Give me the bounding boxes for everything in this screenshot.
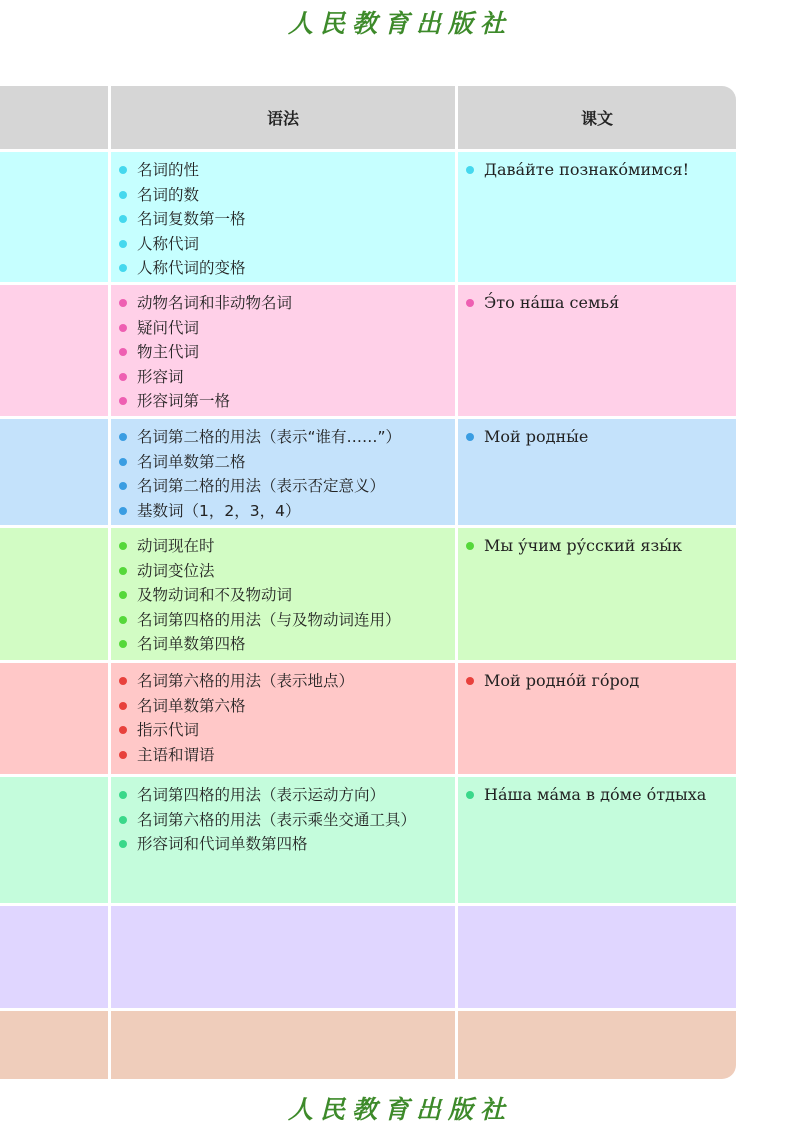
text-item xyxy=(465,291,736,316)
bullet-icon xyxy=(119,264,127,272)
grammar-item xyxy=(118,425,455,450)
grammar-item-text: 名词第六格的用法（表示乘坐交通工具） xyxy=(137,810,417,829)
grammar-item-text: 形容词第一格 xyxy=(137,392,231,410)
grammar-item xyxy=(118,608,455,633)
grammar-item-text: 名词第四格的用法（表示运动方向） xyxy=(137,786,386,804)
grammar-item xyxy=(118,450,455,475)
row-text-cell xyxy=(458,906,736,1008)
bullet-icon xyxy=(119,702,127,710)
text-item xyxy=(465,783,736,808)
bullet-icon xyxy=(119,324,127,332)
bullet-icon xyxy=(119,240,127,248)
row-lesson-cell xyxy=(0,663,108,774)
row-lesson-cell xyxy=(0,152,108,282)
bullet-icon xyxy=(466,433,474,441)
grammar-item-text: 形容词和代词单数第四格 xyxy=(137,835,308,853)
header-text-cell xyxy=(458,86,736,149)
row-text-cell xyxy=(458,285,736,416)
bullet-icon xyxy=(466,677,474,685)
bullet-icon xyxy=(119,677,127,685)
row-lesson-cell xyxy=(0,906,108,1008)
text-item xyxy=(465,669,736,694)
bullet-icon xyxy=(119,458,127,466)
grammar-item-text: 名词第四格的用法（与及物动词连用） xyxy=(137,610,401,629)
row-grammar-cell xyxy=(111,906,455,1008)
row-lesson-cell xyxy=(0,285,108,416)
row-lesson-cell xyxy=(0,777,108,903)
grammar-item-text: 疑问代词 xyxy=(137,318,200,337)
grammar-item xyxy=(118,340,455,365)
grammar-item-text: 及物动词和不及物动词 xyxy=(137,586,293,604)
bullet-icon xyxy=(119,397,127,405)
grammar-item-text: 动词变位法 xyxy=(137,561,215,580)
grammar-item xyxy=(118,718,455,743)
grammar-item xyxy=(118,783,455,808)
grammar-item-text: 名词单数第四格 xyxy=(137,635,246,653)
grammar-item-text: 名词单数第二格 xyxy=(137,452,246,471)
row-lesson-cell xyxy=(0,528,108,660)
text-item xyxy=(465,158,736,183)
grammar-item-text: 指示代词 xyxy=(137,721,200,739)
grammar-item xyxy=(118,499,455,524)
grammar-item-text: 名词单数第六格 xyxy=(137,696,246,715)
row-lesson-cell xyxy=(0,419,108,525)
bullet-icon xyxy=(466,542,474,550)
grammar-item-text: 动物名词和非动物名词 xyxy=(137,294,293,312)
row-grammar-cell xyxy=(111,777,455,903)
bullet-icon xyxy=(119,616,127,624)
bullet-icon xyxy=(119,166,127,174)
grammar-item-text: 名词的性 xyxy=(137,161,200,179)
text-item-text: Э́то на́ша семья́ xyxy=(484,293,620,312)
row-text-cell xyxy=(458,777,736,903)
grammar-item xyxy=(118,559,455,584)
grammar-item xyxy=(118,183,455,208)
grammar-item xyxy=(118,583,455,608)
row-text-cell xyxy=(458,663,736,774)
bullet-icon xyxy=(119,840,127,848)
grammar-item-text: 名词的数 xyxy=(137,185,200,204)
header-text-label: 课文 xyxy=(580,109,613,128)
grammar-item xyxy=(118,743,455,768)
grammar-item xyxy=(118,832,455,857)
bullet-icon xyxy=(119,215,127,223)
grammar-item xyxy=(118,232,455,257)
grammar-item-text: 名词复数第一格 xyxy=(137,210,246,228)
grammar-item-text: 人称代词的变格 xyxy=(137,259,246,277)
bullet-icon xyxy=(119,348,127,356)
grammar-item xyxy=(118,256,455,281)
bullet-icon xyxy=(119,816,127,824)
row-text-cell xyxy=(458,419,736,525)
header-grammar-label: 语法 xyxy=(266,109,299,128)
row-grammar-cell xyxy=(111,663,455,774)
text-item xyxy=(465,534,736,559)
text-item-text: На́ша ма́ма в до́ме о́тдыха xyxy=(484,785,707,804)
bullet-icon xyxy=(119,751,127,759)
row-grammar-cell xyxy=(111,419,455,525)
contents-table xyxy=(0,86,736,1079)
publisher-logo-top: 人民教育出版社 xyxy=(287,9,512,38)
bullet-icon xyxy=(466,166,474,174)
bullet-icon xyxy=(119,191,127,199)
grammar-item xyxy=(118,291,455,316)
bullet-icon xyxy=(119,640,127,648)
grammar-item xyxy=(118,808,455,833)
publisher-logo-bottom: 人民教育出版社 xyxy=(287,1095,512,1124)
bullet-icon xyxy=(119,726,127,734)
bullet-icon xyxy=(119,299,127,307)
grammar-item xyxy=(118,158,455,183)
bullet-icon xyxy=(119,373,127,381)
bullet-icon xyxy=(119,791,127,799)
grammar-item xyxy=(118,632,455,657)
grammar-item xyxy=(118,365,455,390)
row-text-cell xyxy=(458,152,736,282)
grammar-item-text: 名词第二格的用法（表示“谁有……”） xyxy=(137,428,402,446)
bullet-icon xyxy=(466,791,474,799)
grammar-item-text: 形容词 xyxy=(137,367,184,386)
bullet-icon xyxy=(119,482,127,490)
grammar-item xyxy=(118,316,455,341)
bullet-icon xyxy=(119,542,127,550)
bullet-icon xyxy=(466,299,474,307)
bullet-icon xyxy=(119,567,127,575)
text-item xyxy=(465,425,736,450)
grammar-item-text: 基数词（1，2，3，4） xyxy=(137,501,301,520)
grammar-item xyxy=(118,534,455,559)
row-grammar-cell xyxy=(111,285,455,416)
grammar-item-text: 名词第六格的用法（表示地点） xyxy=(137,672,355,690)
grammar-item-text: 主语和谓语 xyxy=(137,745,215,764)
row-lesson-cell xyxy=(0,1011,108,1079)
text-item-text: Мой родны́е xyxy=(484,427,589,446)
bullet-icon xyxy=(119,591,127,599)
text-item-text: Мой родно́й го́род xyxy=(484,671,640,690)
grammar-item xyxy=(118,389,455,414)
grammar-item-text: 人称代词 xyxy=(137,234,200,253)
bullet-icon xyxy=(119,507,127,515)
grammar-item xyxy=(118,474,455,499)
grammar-item xyxy=(118,669,455,694)
header-blank-cell xyxy=(0,86,108,149)
row-text-cell xyxy=(458,528,736,660)
grammar-item xyxy=(118,207,455,232)
grammar-item xyxy=(118,694,455,719)
header-grammar-cell xyxy=(111,86,455,149)
grammar-item-text: 名词第二格的用法（表示否定意义） xyxy=(137,477,386,495)
grammar-item-text: 物主代词 xyxy=(137,343,200,361)
row-text-cell xyxy=(458,1011,736,1079)
bullet-icon xyxy=(119,433,127,441)
text-item-text: Мы у́чим ру́сский язы́к xyxy=(484,536,682,555)
text-item-text: Дава́йте познако́мимся! xyxy=(484,160,690,179)
row-grammar-cell xyxy=(111,1011,455,1079)
row-grammar-cell xyxy=(111,528,455,660)
grammar-item-text: 动词现在时 xyxy=(137,537,215,555)
row-grammar-cell xyxy=(111,152,455,282)
